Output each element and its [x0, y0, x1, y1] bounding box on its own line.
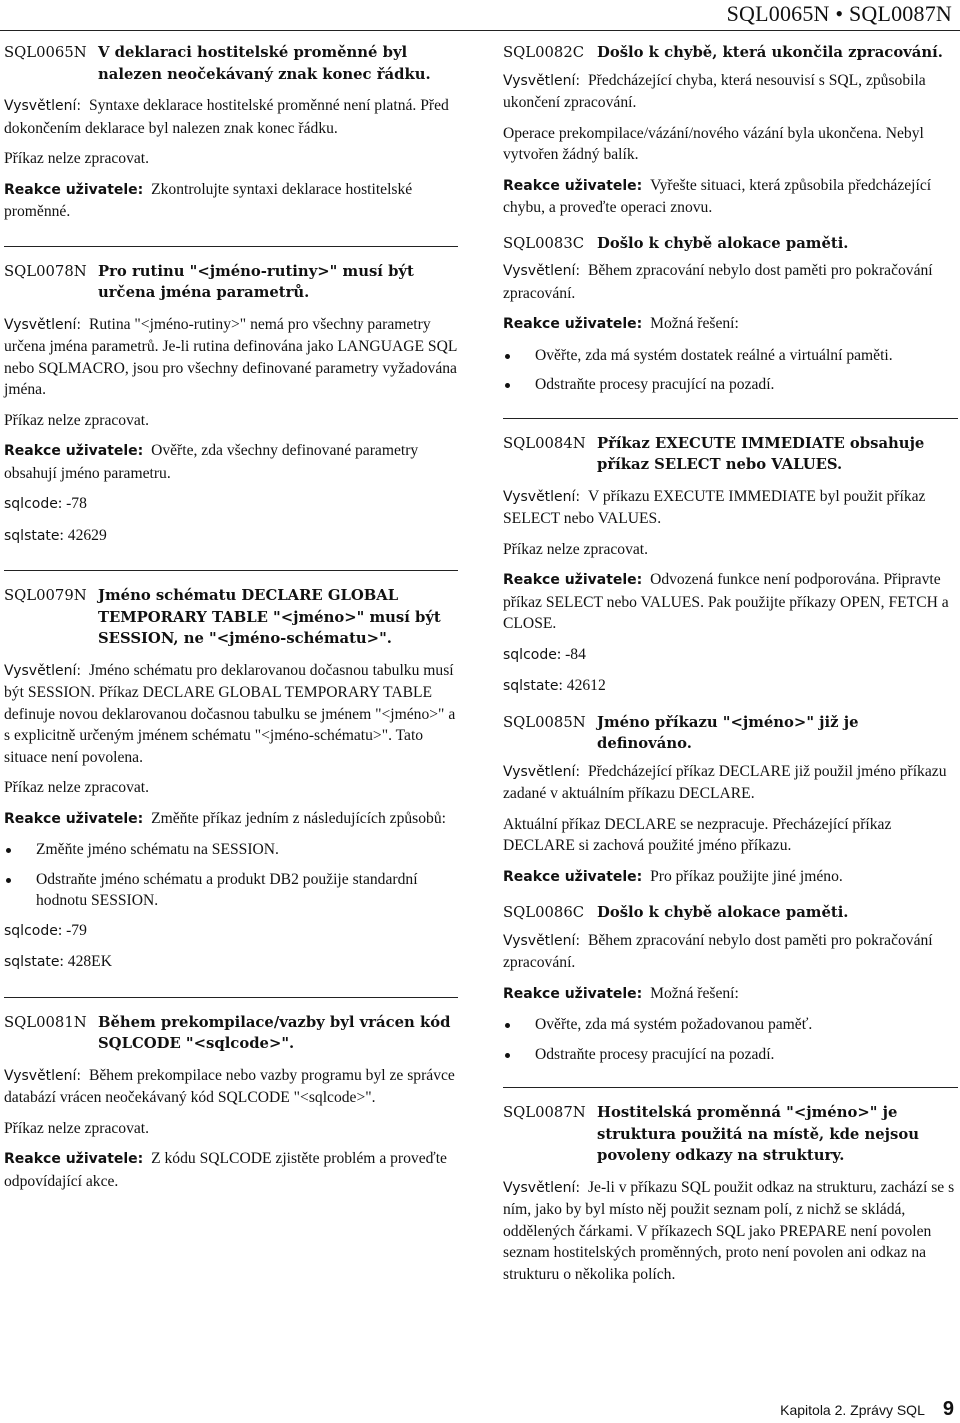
list-item: [503, 1044, 958, 1066]
sqlcode-value: : -78: [57, 495, 87, 512]
response-label: Reakce uživatele:: [503, 177, 643, 194]
explanation-paragraph: [4, 95, 458, 139]
explanation-label: Vysvětlení:: [503, 263, 581, 279]
sqlstate-line: [503, 675, 958, 698]
response-paragraph: [4, 179, 458, 223]
response-paragraph: [4, 440, 458, 484]
message-title: Došlo k chybě alokace paměti.: [597, 234, 849, 252]
message-sql0087n: [503, 1087, 958, 1285]
explanation-paragraph: [4, 1065, 458, 1109]
message-sql0065n: [4, 42, 458, 246]
response-paragraph: [503, 866, 958, 889]
page-footer: [780, 1398, 954, 1421]
list-item: [4, 839, 458, 861]
message-title: Během prekompilace/vazby byl vrácen kód SQLCODE "<sqlcode>".: [98, 1013, 451, 1052]
sqlcode-line: [503, 644, 958, 667]
explanation-text: Předcházející příkaz DECLARE již použil jméno příkazu zadané v aktuálním příkazu DECLARE.: [503, 762, 947, 802]
message-code: SQL0078N: [4, 262, 87, 280]
message-title: Příkaz EXECUTE IMMEDIATE obsahuje příkaz SELECT nebo VALUES.: [597, 434, 925, 473]
sqlstate-line: [4, 951, 458, 974]
explanation-paragraph: [503, 486, 958, 530]
message-title: Pro rutinu "<jméno-rutiny>" musí být určena jména parametrů.: [98, 262, 414, 301]
right-column: [503, 42, 958, 1294]
explanation-paragraph: [503, 1177, 958, 1286]
response-label: Reakce uživatele:: [4, 1151, 144, 1167]
message-code: SQL0082C: [503, 44, 585, 61]
response-text: Zkontrolujte syntaxi deklarace hostitelské proměnné.: [4, 180, 413, 220]
response-text: Ověřte, zda všechny definované parametry obsahují jméno parametru.: [4, 442, 419, 482]
response-text: Odvozená funkce není podporována. Připravte příkaz SELECT nebo VALUES. Pak použijte příkazy OPEN, FETCH a CLOSE.: [503, 571, 949, 632]
bullet-icon: [6, 878, 11, 883]
list-item-text: Odstraňte jméno schématu a produkt DB2 použije standardní hodnotu SESSION.: [36, 870, 418, 909]
response-paragraph: [503, 175, 958, 219]
message-sql0082c: [503, 42, 958, 219]
bullet-icon: [505, 354, 510, 359]
explanation-paragraph: [4, 314, 458, 401]
response-paragraph: [503, 569, 958, 635]
message-title: V deklaraci hostitelské proměnné byl nalezen neočekávaný znak konec řádku.: [98, 44, 431, 83]
explanation-text: Je-li v příkazu SQL použit odkaz na strukturu, zachází se s ním, jako by byl místo něj použit seznam polí, z nichž se skládá, oddělených čárkami. V příkazech SQL jako PREPARE není povolen seznam hostitelských proměnných, proto není povolen ani odkaz na strukturu o několika polích.: [503, 1178, 955, 1283]
bullet-list: [4, 839, 458, 912]
sqlstate-label: sqlstate: [4, 527, 60, 544]
message-sql0086c: [503, 902, 958, 1087]
explanation-text: Během zpracování nebylo dost paměti pro pokračování zpracování.: [503, 931, 933, 971]
sqlstate-label: sqlstate: [4, 954, 60, 970]
note-text: Operace prekompilace/vázání/nového vázání byla ukončena. Nebyl vytvořen žádný balík.: [503, 124, 924, 163]
explanation-text: Během prekompilace nebo vazby programu byl ze správce databází vrácen neočekávaný kód SQLCODE "<sqlcode>".: [4, 1066, 455, 1106]
response-label: Reakce uživatele:: [503, 985, 643, 1002]
bullet-icon: [505, 383, 510, 388]
message-sql0078n: [4, 246, 458, 571]
response-label: Reakce uživatele:: [503, 316, 643, 332]
explanation-text: Během zpracování nebylo dost paměti pro pokračování zpracování.: [503, 262, 933, 302]
message-code: SQL0087N: [503, 1104, 586, 1121]
message-heading: [503, 1102, 958, 1167]
explanation-label: Vysvětlení:: [503, 1179, 581, 1196]
list-item-text: Ověřte, zda má systém požadovanou paměť.: [535, 1016, 813, 1033]
response-paragraph: [503, 983, 958, 1006]
message-code: SQL0085N: [503, 713, 586, 731]
message-sql0081n: [4, 997, 458, 1193]
response-paragraph: [4, 1148, 458, 1192]
message-sql0079n: [4, 570, 458, 997]
message-sql0085n: [503, 712, 958, 889]
bullet-icon: [6, 848, 11, 853]
message-title: Hostitelská proměnná "<jméno>" je struktura použitá na místě, kde nejsou povoleny odkazy na struktury.: [597, 1104, 919, 1164]
explanation-paragraph: [503, 260, 958, 304]
response-label: Reakce uživatele:: [503, 868, 643, 885]
explanation-text: Rutina "<jméno-rutiny>" nemá pro všechny parametry určena jména parametrů. Je-li rutina definována jako LANGUAGE SQL nebo SQLMACRO, jsou pro všechny definované parametry vyžadována jména.: [4, 315, 457, 398]
note-text: Příkaz nelze zpracovat.: [4, 150, 150, 167]
message-heading: [4, 42, 458, 85]
list-item: [503, 374, 958, 396]
message-code: SQL0086C: [503, 904, 585, 921]
list-item-text: Změňte jméno schématu na SESSION.: [36, 841, 279, 858]
explanation-label: Vysvětlení:: [503, 488, 581, 505]
sqlcode-label: sqlcode: [4, 496, 58, 512]
response-label: Reakce uživatele:: [4, 810, 144, 827]
response-label: Reakce uživatele:: [4, 443, 144, 459]
explanation-label: Vysvětlení:: [503, 763, 581, 780]
note-text: Příkaz nelze zpracovat.: [4, 411, 150, 429]
message-heading: [503, 902, 958, 924]
explanation-text: Jméno schématu pro deklarovanou dočasnou tabulku musí být SESSION. Příkaz DECLARE GLOBAL TEMPORARY TABLE definuje novou deklarovanou dočasnou tabulku se jménem "<jméno>" a s explicitně určeným jménem schématu "<jméno-schématu>". Tato situace není povolena.: [4, 661, 456, 766]
explanation-text: Syntaxe deklarace hostitelské proměnné není platná. Před dokončením deklarace byl nalezen znak konec řádku.: [4, 97, 449, 137]
note-text: Příkaz nelze zpracovat.: [4, 779, 150, 796]
sqlstate-value: : 42612: [558, 677, 606, 694]
sqlcode-line: [4, 920, 458, 943]
message-heading: [4, 585, 458, 650]
sqlstate-label: sqlstate: [503, 678, 559, 694]
response-text: Vyřešte situaci, která způsobila předcházející chybu, a proveďte operaci znovu.: [503, 176, 932, 216]
message-heading: [4, 261, 458, 304]
message-title: Jméno příkazu "<jméno>" již je definováno.: [597, 713, 859, 752]
message-heading: [503, 42, 958, 64]
message-sql0083c: [503, 233, 958, 418]
sqlstate-value: : 42629: [59, 526, 107, 544]
sqlcode-value: : -84: [556, 645, 586, 663]
explanation-label: Vysvětlení:: [4, 662, 82, 679]
response-text: Možná řešení:: [650, 315, 739, 332]
explanation-label: Vysvětlení:: [4, 316, 82, 333]
response-paragraph: [4, 808, 458, 831]
message-heading: [503, 233, 958, 255]
response-text: Z kódu SQLCODE zjistěte problém a proveďte odpovídající akce.: [4, 1150, 447, 1190]
explanation-label: Vysvětlení:: [503, 932, 581, 949]
message-code: SQL0079N: [4, 587, 87, 604]
page-number: 9: [942, 1398, 954, 1420]
response-text: Změňte příkaz jedním z následujících způsobů:: [151, 809, 446, 827]
response-text: Možná řešení:: [650, 984, 739, 1002]
bullet-icon: [505, 1023, 510, 1028]
list-item-text: Odstraňte procesy pracující na pozadí.: [535, 376, 775, 393]
message-code: SQL0084N: [503, 434, 586, 452]
bullet-list: [503, 345, 958, 396]
sqlcode-line: [4, 493, 458, 516]
sqlstate-line: [4, 525, 458, 548]
note-text: Příkaz nelze zpracovat.: [4, 1119, 150, 1137]
explanation-paragraph: [4, 660, 458, 769]
chapter-label: Kapitola 2. Zprávy SQL: [780, 1402, 925, 1418]
message-title: Došlo k chybě alokace paměti.: [597, 904, 849, 921]
header-rule: [0, 30, 960, 31]
note-text: Aktuální příkaz DECLARE se nezpracuje. Přecházející příkaz DECLARE si zachová použité jméno příkazu.: [503, 815, 892, 854]
message-title: Došlo k chybě, která ukončila zpracování.: [597, 44, 943, 61]
explanation-paragraph: [503, 70, 958, 114]
explanation-paragraph: [503, 761, 958, 805]
response-text: Pro příkaz použijte jiné jméno.: [650, 867, 843, 885]
list-item: [503, 345, 958, 367]
response-label: Reakce uživatele:: [4, 181, 144, 198]
message-sql0084n: [503, 418, 958, 698]
running-header: SQL0065N • SQL0087N: [726, 1, 952, 26]
message-heading: [503, 712, 958, 755]
response-paragraph: [503, 313, 958, 336]
message-code: SQL0065N: [4, 44, 87, 61]
message-code: SQL0081N: [4, 1013, 87, 1031]
sqlcode-label: sqlcode: [503, 646, 557, 663]
sqlcode-value: : -79: [57, 921, 87, 939]
explanation-label: Vysvětlení:: [4, 1067, 82, 1084]
left-column: [4, 42, 458, 1201]
list-item-text: Ověřte, zda má systém dostatek reálné a virtuální paměti.: [535, 346, 893, 364]
response-label: Reakce uživatele:: [503, 572, 643, 588]
message-heading: [503, 433, 958, 476]
list-item: [503, 1014, 958, 1036]
explanation-label: Vysvětlení:: [4, 98, 82, 114]
sqlcode-label: sqlcode: [4, 922, 58, 939]
bullet-list: [503, 1014, 958, 1065]
list-item: [4, 869, 458, 912]
list-item-text: Odstraňte procesy pracující na pozadí.: [535, 1045, 775, 1063]
message-code: SQL0083C: [503, 234, 585, 252]
sqlstate-value: : 428EK: [59, 953, 112, 970]
message-title: Jméno schématu DECLARE GLOBAL TEMPORARY TABLE "<jméno>" musí být SESSION, ne "<jméno-schématu>".: [98, 587, 441, 647]
explanation-text: V příkazu EXECUTE IMMEDIATE byl použit příkaz SELECT nebo VALUES.: [503, 487, 926, 527]
message-heading: [4, 1012, 458, 1055]
explanation-label: Vysvětlení:: [503, 72, 581, 89]
explanation-paragraph: [503, 930, 958, 974]
explanation-text: Předcházející chyba, která nesouvisí s SQL, způsobila ukončení zpracování.: [503, 71, 926, 111]
note-text: Příkaz nelze zpracovat.: [503, 540, 649, 558]
bullet-icon: [505, 1053, 510, 1058]
